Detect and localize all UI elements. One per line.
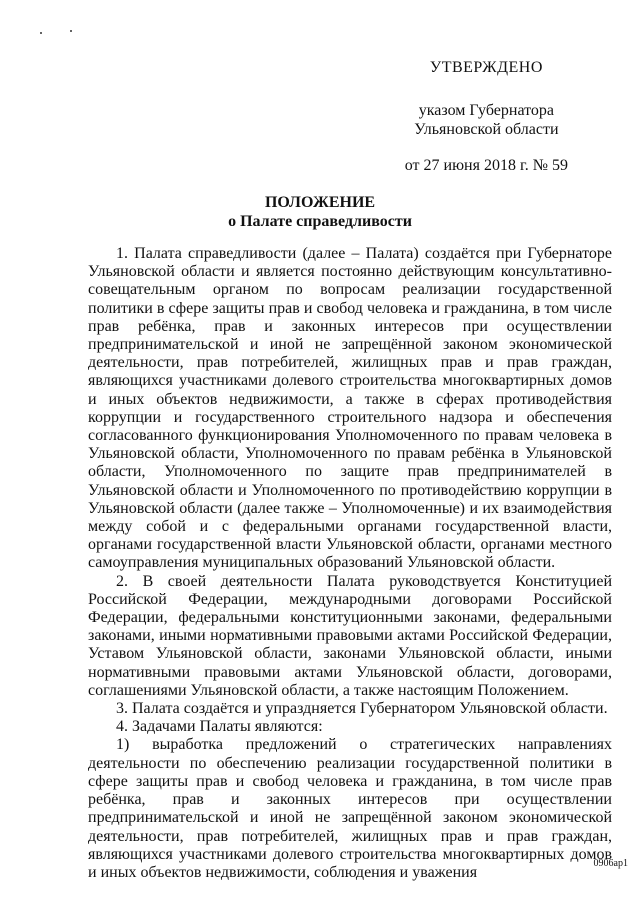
paragraph-4-item-1: 1) выработка предложений о стратегических направлениях деятельности по обеспечению реализации государственной политики в сфере защиты прав и свобод человека и гражданина, в том числе прав ребёнка, прав и законных интересов при осуществлении предпринимательской и иной не запрещённой законом экономической деятельности, прав потребителей, жилищных прав и прав граждан, являющихся участниками долевого строительства многоквартирных домов и иных объектов недвижимости, соблюдения и уважения: [88, 736, 612, 881]
approval-stamp: УТВЕРЖДЕНО: [429, 59, 543, 76]
document-body: [88, 245, 612, 882]
scan-speck: [40, 32, 42, 34]
document-title: ПОЛОЖЕНИЕ: [264, 194, 376, 211]
decree-line-2: Ульяновской области: [414, 121, 559, 138]
paragraph-4: 4. Задачами Палаты являются:: [116, 718, 323, 736]
paragraph-1: 1. Палата справедливости (далее – Палата) создаётся при Губернаторе Ульяновской области и является постоянно действующим консультативно-совещательным органом по вопросам реализации государственной политики в сфере защиты прав и свобод человека и гражданина, в том числе прав ребёнка, прав и законных интересов при осуществлении предпринимательской и иной не запрещённой законом экономической деятельности, прав потребителей, жилищных прав и прав граждан, являющихся участниками долевого строительства многоквартирных домов и иных объектов недвижимости, а также в сферах противодействия коррупции и государственного строительного надзора и обеспечения согласованного функционирования Уполномоченного по правам человека в Ульяновской области, Уполномоченного по правам ребёнка в Ульяновской области, Уполномоченного по защите прав предпринимателей в Ульяновской области и Уполномоченного по противодействию коррупции в Ульяновской области (далее также – Уполномоченные) и их взаимодействия между собой и с федеральными органами государственной власти, органами государственной власти Ульяновской области, органами местного самоуправления муниципальных образований Ульяновской области.: [88, 245, 612, 572]
approval-block: [405, 58, 568, 175]
decree-date: от 27 июня 2018 г. № 59: [404, 157, 568, 174]
footer-code: 0906ар1: [593, 858, 628, 869]
scan-speck: [70, 30, 72, 32]
document-subtitle: о Палате справедливости: [228, 213, 412, 230]
decree-line-1: указом Губернатора: [418, 102, 555, 119]
paragraph-3: 3. Палата создаётся и упраздняется Губернатором Ульяновской области.: [116, 700, 608, 718]
paragraph-2: 2. В своей деятельности Палата руководствуется Конституцией Российской Федерации, международными договорами Российской Федерации, федеральными конституционными законами, федеральными законами, иными нормативными правовыми актами Российской Федерации, Уставом Ульяновской области, законами Ульяновской области, иными нормативными правовыми актами Ульяновской области, договорами, соглашениями Ульяновской области, а также настоящим Положением.: [88, 572, 612, 699]
